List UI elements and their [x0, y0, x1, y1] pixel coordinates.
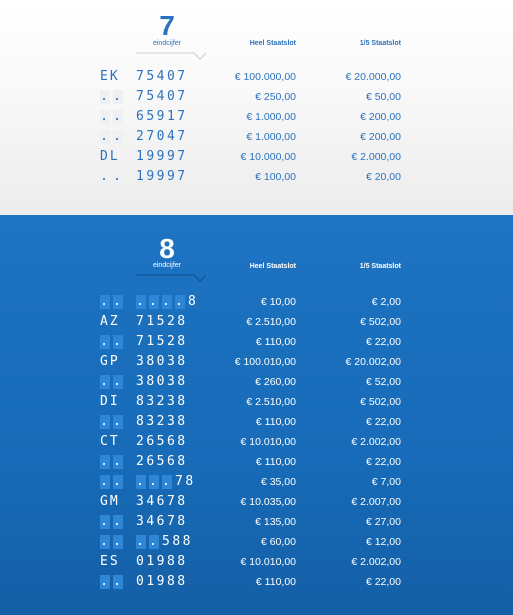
chevron-down-icon [136, 48, 206, 62]
ticket-number: 71528 [136, 334, 188, 349]
ending-digit-heading: 8 [159, 233, 175, 264]
prize-fifth-ticket: € 22,00 [365, 456, 401, 468]
series-code: . . [100, 573, 123, 589]
prize-fifth-ticket: € 20.000,00 [345, 71, 401, 83]
series-code: AZ [100, 314, 120, 329]
series-code: DL [100, 149, 120, 164]
prize-full-ticket: € 2.510,00 [246, 396, 296, 408]
prize-full-ticket: € 60,00 [260, 536, 296, 548]
prize-fifth-ticket: € 2.007,00 [351, 496, 401, 508]
prize-full-ticket: € 110,00 [255, 456, 296, 468]
chevron-down-icon [136, 270, 206, 284]
prize-fifth-ticket: € 7,00 [371, 476, 401, 488]
prize-full-ticket: € 110,00 [255, 576, 296, 588]
prize-row [0, 512, 513, 532]
ticket-number: 75407 [136, 69, 188, 84]
prize-row [0, 472, 513, 492]
prize-row [0, 167, 513, 187]
prize-full-ticket: € 35,00 [260, 476, 296, 488]
prize-fifth-ticket: € 27,00 [365, 516, 401, 528]
prize-fifth-ticket: € 502,00 [360, 316, 401, 328]
ending-digit-label: eindcijfer [152, 262, 181, 269]
series-code: . . [100, 413, 123, 429]
section-8-endings [0, 215, 513, 615]
series-code: CT [100, 434, 120, 449]
section-7-endings [0, 0, 513, 215]
ticket-number: . . 588 [136, 533, 193, 549]
ticket-number: . . . . 8 [136, 293, 199, 309]
series-code: . . [100, 373, 123, 389]
prize-full-ticket: € 10.010,00 [240, 556, 296, 568]
prize-full-ticket: € 250,00 [255, 91, 296, 103]
column-header-fifth: 1/5 Staatslot [359, 40, 401, 47]
ending-digit-heading: 7 [159, 10, 175, 41]
series-code: . . [100, 333, 123, 349]
prize-full-ticket: € 2.510,00 [246, 316, 296, 328]
ticket-number: 65917 [136, 109, 188, 124]
prize-row [0, 147, 513, 167]
prize-row [0, 87, 513, 107]
prize-full-ticket: € 1.000,00 [246, 111, 296, 123]
series-code: ES [100, 554, 120, 569]
prize-fifth-ticket: € 200,00 [360, 111, 401, 123]
prize-row [0, 352, 513, 372]
series-code: . . [100, 168, 123, 184]
prize-full-ticket: € 135,00 [255, 516, 296, 528]
prize-fifth-ticket: € 2,00 [371, 296, 401, 308]
ticket-number: 83238 [136, 414, 188, 429]
series-code: . . [100, 473, 123, 489]
prize-full-ticket: € 100,00 [255, 171, 296, 183]
ticket-number: 34678 [136, 514, 188, 529]
ticket-number: 26568 [136, 434, 188, 449]
series-code: . . [100, 88, 123, 104]
prize-row [0, 432, 513, 452]
prize-row [0, 492, 513, 512]
prize-full-ticket: € 100.000,00 [234, 71, 296, 83]
prize-full-ticket: € 110,00 [255, 336, 296, 348]
prize-fifth-ticket: € 2.000,00 [351, 151, 401, 163]
series-code: . . [100, 533, 123, 549]
prize-row [0, 107, 513, 127]
column-header-full: Heel Staatslot [249, 263, 296, 270]
prize-fifth-ticket: € 22,00 [365, 416, 401, 428]
ticket-number: 83238 [136, 394, 188, 409]
ticket-number: 19997 [136, 149, 188, 164]
prize-full-ticket: € 1.000,00 [246, 131, 296, 143]
prize-row [0, 312, 513, 332]
series-code: . . [100, 293, 123, 309]
column-header-fifth: 1/5 Staatslot [359, 263, 401, 270]
prize-full-ticket: € 110,00 [255, 416, 296, 428]
prize-fifth-ticket: € 20.002,00 [345, 356, 401, 368]
ticket-number: 19997 [136, 169, 188, 184]
prize-row [0, 332, 513, 352]
ticket-number: 01988 [136, 554, 188, 569]
ticket-number: 75407 [136, 89, 188, 104]
ending-digit-label: eindcijfer [152, 40, 181, 47]
series-code: . . [100, 513, 123, 529]
ticket-number: . . . 78 [136, 473, 196, 489]
prize-fifth-ticket: € 502,00 [360, 396, 401, 408]
prize-full-ticket: € 10,00 [260, 296, 296, 308]
prize-fifth-ticket: € 2.002,00 [351, 556, 401, 568]
column-header-full: Heel Staatslot [249, 40, 296, 47]
prize-fifth-ticket: € 200,00 [360, 131, 401, 143]
ticket-number: 26568 [136, 454, 188, 469]
prize-full-ticket: € 100.010,00 [234, 356, 296, 368]
series-code: GP [100, 354, 120, 369]
prize-full-ticket: € 260,00 [255, 376, 296, 388]
prize-fifth-ticket: € 22,00 [365, 336, 401, 348]
series-code: DI [100, 394, 120, 409]
prize-row [0, 552, 513, 572]
prize-row [0, 127, 513, 147]
prize-fifth-ticket: € 22,00 [365, 576, 401, 588]
prize-row [0, 572, 513, 592]
prize-full-ticket: € 10.010,00 [240, 436, 296, 448]
ticket-number: 34678 [136, 494, 188, 509]
series-code: . . [100, 128, 123, 144]
ticket-number: 01988 [136, 574, 188, 589]
prize-full-ticket: € 10.000,00 [240, 151, 296, 163]
ticket-number: 38038 [136, 374, 188, 389]
prize-fifth-ticket: € 50,00 [365, 91, 401, 103]
prize-fifth-ticket: € 20,00 [365, 171, 401, 183]
prize-row [0, 372, 513, 392]
series-code: . . [100, 108, 123, 124]
series-code: EK [100, 69, 120, 84]
prize-row [0, 292, 513, 312]
series-code: . . [100, 453, 123, 469]
prize-row [0, 67, 513, 87]
series-code: GM [100, 494, 120, 509]
prize-row [0, 392, 513, 412]
prize-fifth-ticket: € 2.002,00 [351, 436, 401, 448]
ticket-number: 27047 [136, 129, 188, 144]
prize-full-ticket: € 10.035,00 [240, 496, 296, 508]
prize-row [0, 532, 513, 552]
prize-fifth-ticket: € 52,00 [365, 376, 401, 388]
ticket-number: 71528 [136, 314, 188, 329]
prize-fifth-ticket: € 12,00 [365, 536, 401, 548]
ticket-number: 38038 [136, 354, 188, 369]
prize-row [0, 452, 513, 472]
prize-row [0, 412, 513, 432]
